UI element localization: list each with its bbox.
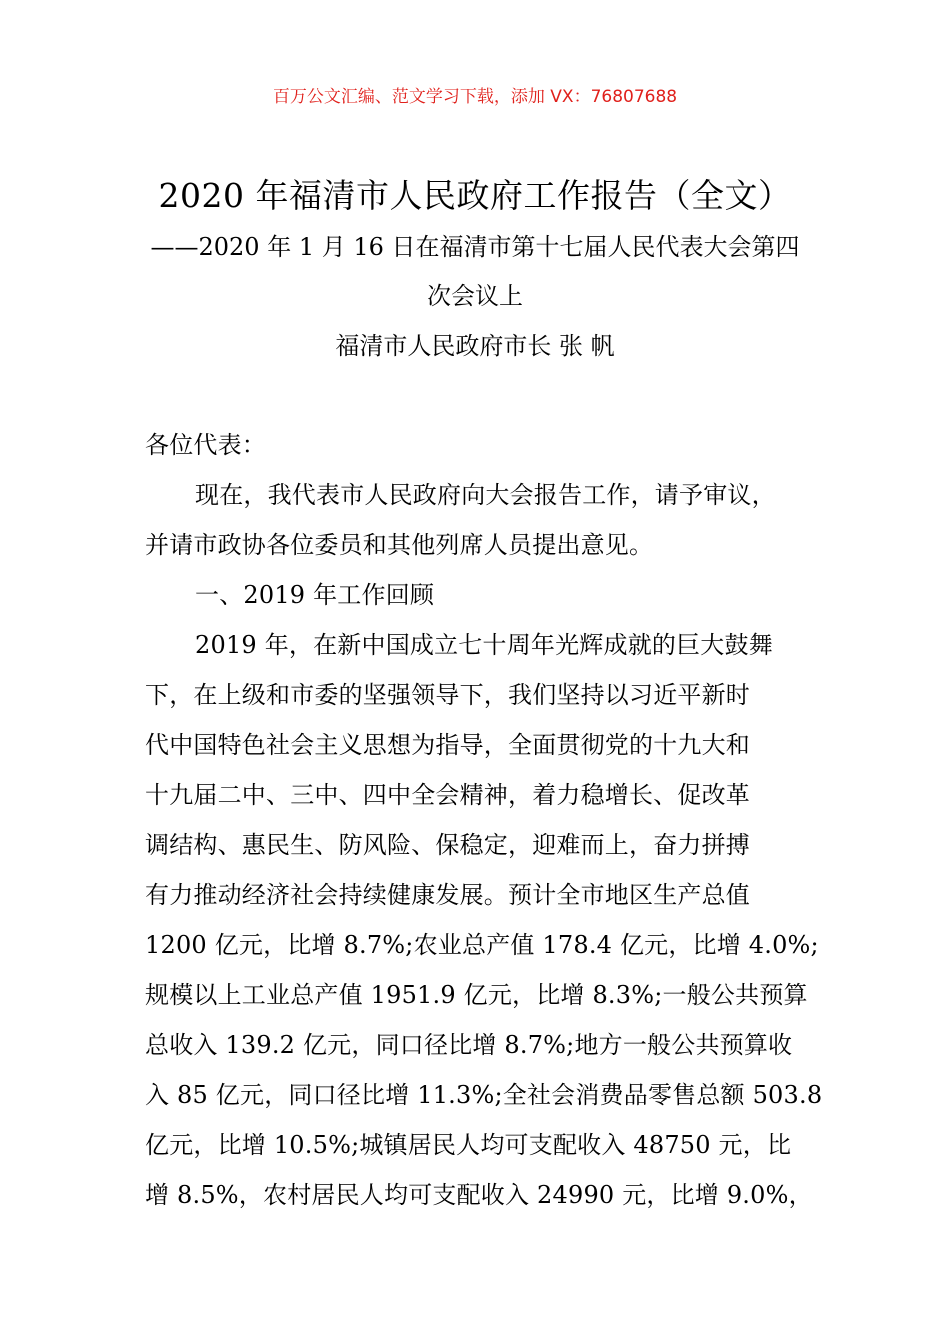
paragraph-line: 调结构、惠民生、防风险、保稳定，迎难而上，奋力拼搏 [145, 831, 750, 859]
section-heading-text: 一、2019 年工作回顾 [195, 581, 435, 609]
paragraph-line: 总收入 139.2 亿元，同口径比增 8.7%;地方一般公共预算收 [145, 1031, 793, 1059]
paragraph-line: 代中国特色社会主义思想为指导，全面贯彻党的十九大和 [145, 731, 750, 759]
paragraph-review [145, 620, 823, 1220]
paragraph-line: 增 8.5%，农村居民人均可支配收入 24990 元，比增 9.0%， [145, 1181, 813, 1209]
promo-banner: 百万公文汇编、范文学习下载，添加 VX：76807688 [272, 87, 678, 107]
paragraph-line: 1200 亿元，比增 8.7%;农业总产值 178.4 亿元，比增 4.0%; [145, 931, 819, 959]
paragraph-line: 入 85 亿元，同口径比增 11.3%;全社会消费品零售总额 503.8 [145, 1081, 823, 1109]
subtitle-line-2: 次会议上 [427, 282, 523, 310]
document-title: 2020 年福清市人民政府工作报告（全文） [158, 176, 792, 215]
section-heading [145, 570, 815, 620]
paragraph-line: 亿元，比增 10.5%;城镇居民人均可支配收入 48750 元，比 [145, 1131, 792, 1159]
paragraph-line: 并请市政协各位委员和其他列席人员提出意见。 [145, 531, 654, 559]
subtitle-line-1: ——2020 年 1 月 16 日在福清市第十七届人民代表大会第四 [150, 233, 800, 261]
author-line: 福清市人民政府市长 张 帆 [335, 332, 615, 360]
paragraph-line: 规模以上工业总产值 1951.9 亿元，比增 8.3%;一般公共预算 [145, 981, 808, 1009]
paragraph-line: 十九届二中、三中、四中全会精神，着力稳增长、促改革 [145, 781, 750, 809]
greeting: 各位代表： [145, 431, 266, 459]
paragraph-opening [145, 470, 815, 570]
paragraph-line: 现在，我代表市人民政府向大会报告工作，请予审议， [195, 481, 776, 509]
paragraph-line: 有力推动经济社会持续健康发展。预计全市地区生产总值 [145, 881, 750, 909]
paragraph-line: 下，在上级和市委的坚强领导下，我们坚持以习近平新时 [145, 681, 750, 709]
paragraph-line: 2019 年，在新中国成立七十周年光辉成就的巨大鼓舞 [195, 631, 773, 659]
